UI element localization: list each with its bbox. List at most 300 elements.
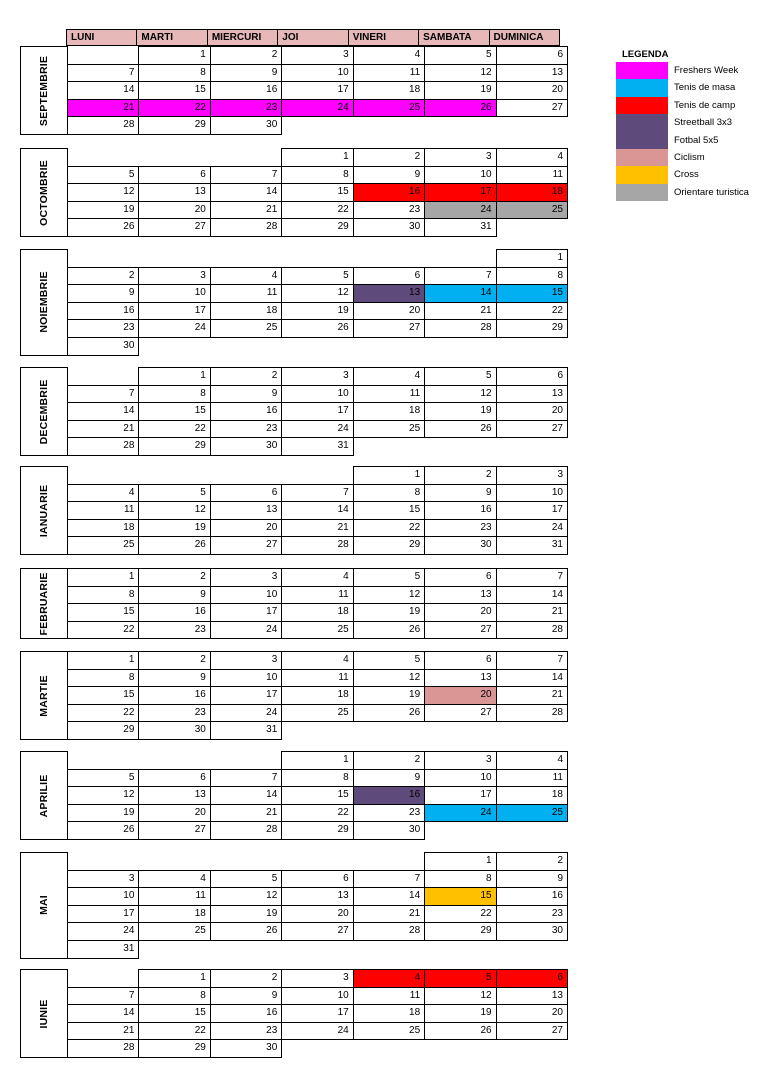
month-name: NOIEMBRIE <box>38 271 50 333</box>
day-cell: 30 <box>138 721 210 740</box>
day-cell: 2 <box>424 466 496 485</box>
day-cell: 24 <box>67 922 139 941</box>
day-cell: 26 <box>424 420 496 439</box>
month-label-box <box>20 148 68 237</box>
day-cell: 26 <box>281 319 353 338</box>
month-label-box <box>20 367 68 456</box>
day-cell: 15 <box>138 1004 210 1023</box>
day-cell: 11 <box>281 669 353 688</box>
day-cell: 24 <box>281 1022 353 1041</box>
day-cell: 8 <box>496 267 568 286</box>
month-label-box <box>20 651 68 740</box>
day-cell: 8 <box>281 166 353 185</box>
day-cell: 8 <box>138 987 210 1006</box>
day-cell: 23 <box>210 99 282 118</box>
day-cell: 25 <box>353 99 425 118</box>
day-cell: 12 <box>281 284 353 303</box>
day-cell: 8 <box>138 64 210 83</box>
day-cell: 28 <box>67 1039 139 1058</box>
day-cell: 16 <box>210 81 282 100</box>
day-cell: 10 <box>281 385 353 404</box>
day-cell: 15 <box>424 887 496 906</box>
day-cell: 2 <box>353 148 425 167</box>
day-cell: 29 <box>138 116 210 135</box>
weekday-wednesday: MIERCURI <box>207 29 278 46</box>
day-cell: 13 <box>496 385 568 404</box>
day-cell: 17 <box>496 501 568 520</box>
day-cell: 1 <box>67 651 139 670</box>
day-cell: 6 <box>496 969 568 988</box>
weekday-friday: VINERI <box>348 29 419 46</box>
day-cell: 18 <box>281 603 353 622</box>
day-cell: 6 <box>496 367 568 386</box>
day-cell: 4 <box>353 46 425 65</box>
day-cell: 8 <box>138 385 210 404</box>
day-cell: 6 <box>138 769 210 788</box>
day-cell: 27 <box>138 218 210 237</box>
day-cell: 1 <box>138 969 210 988</box>
day-cell: 5 <box>210 870 282 889</box>
day-cell: 9 <box>210 64 282 83</box>
day-cell: 29 <box>138 437 210 456</box>
day-cell: 29 <box>424 922 496 941</box>
legend-label: Cross <box>674 169 699 181</box>
day-cell: 13 <box>424 669 496 688</box>
day-cell: 24 <box>210 621 282 640</box>
day-cell: 13 <box>496 64 568 83</box>
day-cell: 3 <box>210 651 282 670</box>
legend-label: Tenis de camp <box>674 99 736 111</box>
day-cell: 19 <box>281 302 353 321</box>
legend-title: LEGENDA <box>622 49 669 60</box>
day-cell: 27 <box>424 704 496 723</box>
weekday-header <box>67 29 560 46</box>
day-cell: 12 <box>67 183 139 202</box>
legend-label: Streetball 3x3 <box>674 117 733 129</box>
day-cell: 29 <box>353 536 425 555</box>
day-cell: 7 <box>210 769 282 788</box>
day-cell: 9 <box>210 385 282 404</box>
day-cell: 8 <box>353 484 425 503</box>
day-cell: 26 <box>353 621 425 640</box>
legend-swatch <box>616 97 668 114</box>
day-cell: 18 <box>138 905 210 924</box>
day-cell: 19 <box>67 201 139 220</box>
month-name: DECEMBRIE <box>38 379 50 444</box>
day-cell: 18 <box>281 686 353 705</box>
day-cell: 9 <box>138 669 210 688</box>
day-cell: 17 <box>424 786 496 805</box>
day-cell: 2 <box>353 751 425 770</box>
day-cell: 3 <box>138 267 210 286</box>
day-cell: 25 <box>281 704 353 723</box>
day-cell: 6 <box>138 166 210 185</box>
day-cell: 15 <box>496 284 568 303</box>
day-cell: 11 <box>210 284 282 303</box>
legend-label: Ciclism <box>674 151 705 163</box>
day-cell: 20 <box>496 81 568 100</box>
day-cell: 12 <box>424 987 496 1006</box>
day-cell: 11 <box>281 586 353 605</box>
day-cell: 2 <box>138 651 210 670</box>
day-cell: 2 <box>210 969 282 988</box>
day-cell: 30 <box>496 922 568 941</box>
day-cell: 20 <box>210 519 282 538</box>
day-cell: 12 <box>138 501 210 520</box>
weekday-tuesday: MARTI <box>136 29 207 46</box>
day-cell: 4 <box>67 484 139 503</box>
day-cell: 26 <box>67 821 139 840</box>
day-cell: 4 <box>353 367 425 386</box>
day-cell: 10 <box>138 284 210 303</box>
day-cell: 30 <box>67 337 139 356</box>
day-cell: 7 <box>67 385 139 404</box>
day-cell: 31 <box>496 536 568 555</box>
day-cell: 30 <box>210 437 282 456</box>
day-cell: 14 <box>210 786 282 805</box>
day-cell: 16 <box>353 786 425 805</box>
day-cell: 2 <box>67 267 139 286</box>
day-cell: 4 <box>281 651 353 670</box>
day-cell: 5 <box>67 166 139 185</box>
day-cell: 3 <box>281 367 353 386</box>
day-cell: 16 <box>138 686 210 705</box>
day-cell: 9 <box>67 284 139 303</box>
day-cell: 12 <box>424 64 496 83</box>
day-cell: 7 <box>496 568 568 587</box>
day-cell: 8 <box>424 870 496 889</box>
month-name: MAI <box>38 895 50 916</box>
day-cell: 13 <box>424 586 496 605</box>
day-cell: 6 <box>281 870 353 889</box>
day-cell: 5 <box>424 46 496 65</box>
day-cell: 4 <box>210 267 282 286</box>
month-label-box <box>20 568 68 639</box>
day-cell: 16 <box>496 887 568 906</box>
day-cell: 13 <box>353 284 425 303</box>
day-cell: 20 <box>496 1004 568 1023</box>
day-cell: 8 <box>67 586 139 605</box>
day-cell: 18 <box>353 402 425 421</box>
day-cell: 16 <box>67 302 139 321</box>
day-cell: 30 <box>353 218 425 237</box>
day-cell: 14 <box>424 284 496 303</box>
day-cell: 13 <box>281 887 353 906</box>
day-cell: 27 <box>424 621 496 640</box>
month-label-box <box>20 46 68 135</box>
day-cell: 17 <box>210 686 282 705</box>
day-cell: 24 <box>496 519 568 538</box>
day-cell: 25 <box>496 201 568 220</box>
weekday-thursday: JOI <box>277 29 348 46</box>
day-cell: 31 <box>424 218 496 237</box>
day-cell: 14 <box>210 183 282 202</box>
day-cell: 16 <box>138 603 210 622</box>
day-cell: 30 <box>210 1039 282 1058</box>
day-cell: 16 <box>210 402 282 421</box>
day-cell: 13 <box>138 183 210 202</box>
day-cell: 10 <box>281 64 353 83</box>
day-cell: 13 <box>496 987 568 1006</box>
day-cell: 7 <box>424 267 496 286</box>
day-cell: 25 <box>496 804 568 823</box>
day-cell: 28 <box>210 218 282 237</box>
day-cell: 6 <box>353 267 425 286</box>
day-cell: 25 <box>353 420 425 439</box>
day-cell: 1 <box>496 249 568 268</box>
day-cell: 2 <box>496 852 568 871</box>
legend-swatch <box>616 79 668 96</box>
day-cell: 2 <box>138 568 210 587</box>
day-cell: 15 <box>67 686 139 705</box>
day-cell: 14 <box>281 501 353 520</box>
day-cell: 18 <box>67 519 139 538</box>
day-cell: 9 <box>210 987 282 1006</box>
day-cell: 31 <box>281 437 353 456</box>
day-cell: 3 <box>67 870 139 889</box>
day-cell: 30 <box>353 821 425 840</box>
day-cell: 22 <box>353 519 425 538</box>
day-cell: 3 <box>424 751 496 770</box>
day-cell: 1 <box>281 751 353 770</box>
day-cell: 25 <box>353 1022 425 1041</box>
day-cell: 24 <box>424 804 496 823</box>
day-cell: 13 <box>210 501 282 520</box>
day-cell: 25 <box>67 536 139 555</box>
day-cell: 6 <box>424 568 496 587</box>
day-cell: 7 <box>67 987 139 1006</box>
day-cell: 23 <box>138 621 210 640</box>
day-cell: 12 <box>353 586 425 605</box>
day-cell: 27 <box>496 99 568 118</box>
month-name: IUNIE <box>38 998 50 1029</box>
day-cell: 9 <box>353 166 425 185</box>
day-cell: 12 <box>353 669 425 688</box>
day-cell: 24 <box>210 704 282 723</box>
day-cell: 21 <box>67 99 139 118</box>
day-cell: 26 <box>67 218 139 237</box>
day-cell: 20 <box>424 603 496 622</box>
day-cell: 11 <box>67 501 139 520</box>
day-cell: 17 <box>281 81 353 100</box>
day-cell: 24 <box>281 99 353 118</box>
day-cell: 21 <box>210 201 282 220</box>
day-cell: 28 <box>496 621 568 640</box>
day-cell: 7 <box>496 651 568 670</box>
day-cell: 3 <box>281 969 353 988</box>
day-cell: 5 <box>353 651 425 670</box>
day-cell: 18 <box>496 183 568 202</box>
day-cell: 27 <box>496 1022 568 1041</box>
day-cell: 11 <box>496 166 568 185</box>
day-cell: 15 <box>138 81 210 100</box>
day-cell: 11 <box>353 64 425 83</box>
day-cell: 22 <box>67 704 139 723</box>
day-cell: 4 <box>496 148 568 167</box>
day-cell: 14 <box>496 669 568 688</box>
day-cell: 5 <box>67 769 139 788</box>
day-cell: 21 <box>67 1022 139 1041</box>
day-cell: 18 <box>353 81 425 100</box>
day-cell: 17 <box>281 402 353 421</box>
day-cell: 22 <box>138 420 210 439</box>
day-cell: 25 <box>210 319 282 338</box>
day-cell: 26 <box>210 922 282 941</box>
day-cell: 22 <box>138 1022 210 1041</box>
day-cell: 12 <box>424 385 496 404</box>
day-cell: 21 <box>496 686 568 705</box>
day-cell: 29 <box>281 821 353 840</box>
day-cell: 26 <box>353 704 425 723</box>
day-cell: 11 <box>353 987 425 1006</box>
day-cell: 4 <box>353 969 425 988</box>
day-cell: 29 <box>281 218 353 237</box>
day-cell: 19 <box>353 603 425 622</box>
day-cell: 28 <box>67 116 139 135</box>
day-cell: 20 <box>353 302 425 321</box>
day-cell: 28 <box>496 704 568 723</box>
day-cell: 6 <box>424 651 496 670</box>
day-cell: 24 <box>424 201 496 220</box>
day-cell: 8 <box>281 769 353 788</box>
month-label-box <box>20 751 68 840</box>
day-cell: 16 <box>210 1004 282 1023</box>
month-label-box <box>20 466 68 555</box>
legend-swatch <box>616 184 668 201</box>
day-cell: 17 <box>281 1004 353 1023</box>
day-cell: 15 <box>67 603 139 622</box>
day-cell: 21 <box>424 302 496 321</box>
day-cell: 27 <box>353 319 425 338</box>
day-cell: 30 <box>424 536 496 555</box>
month-name: IANUARIE <box>38 484 50 537</box>
day-cell: 1 <box>353 466 425 485</box>
day-cell: 23 <box>210 1022 282 1041</box>
legend-swatch <box>616 62 668 79</box>
day-cell: 24 <box>138 319 210 338</box>
day-cell: 29 <box>67 721 139 740</box>
day-cell: 11 <box>353 385 425 404</box>
day-cell: 2 <box>210 46 282 65</box>
day-cell: 9 <box>138 586 210 605</box>
day-cell: 1 <box>424 852 496 871</box>
day-cell: 22 <box>67 621 139 640</box>
day-cell: 18 <box>353 1004 425 1023</box>
day-cell: 21 <box>353 905 425 924</box>
day-cell: 20 <box>138 804 210 823</box>
day-cell: 23 <box>353 804 425 823</box>
day-cell: 5 <box>424 367 496 386</box>
month-label-box <box>20 969 68 1058</box>
day-cell: 20 <box>281 905 353 924</box>
day-cell: 25 <box>138 922 210 941</box>
day-cell: 17 <box>67 905 139 924</box>
month-label-box <box>20 249 68 356</box>
day-cell: 7 <box>281 484 353 503</box>
day-cell: 10 <box>496 484 568 503</box>
day-cell: 27 <box>496 420 568 439</box>
day-cell: 15 <box>281 786 353 805</box>
month-label-box <box>20 852 68 959</box>
day-cell: 30 <box>210 116 282 135</box>
day-cell: 10 <box>67 887 139 906</box>
month-name: APRILIE <box>38 774 50 817</box>
day-cell: 8 <box>67 669 139 688</box>
legend-swatch <box>616 149 668 166</box>
day-cell: 17 <box>138 302 210 321</box>
day-cell: 7 <box>353 870 425 889</box>
month-name: OCTOMBRIE <box>38 159 50 226</box>
day-cell: 17 <box>210 603 282 622</box>
legend-label: Tenis de masa <box>674 82 736 94</box>
day-cell: 18 <box>496 786 568 805</box>
month-name: MARTIE <box>38 674 50 717</box>
day-cell: 4 <box>281 568 353 587</box>
day-cell: 27 <box>281 922 353 941</box>
day-cell: 19 <box>424 1004 496 1023</box>
day-cell: 22 <box>138 99 210 118</box>
day-cell: 5 <box>138 484 210 503</box>
weekday-saturday: SAMBATA <box>418 29 489 46</box>
legend-label: Freshers Week <box>674 65 739 76</box>
day-cell: 23 <box>496 905 568 924</box>
day-cell: 28 <box>210 821 282 840</box>
legend-swatch <box>616 166 668 183</box>
day-cell: 1 <box>67 568 139 587</box>
day-cell: 19 <box>67 804 139 823</box>
day-cell: 21 <box>281 519 353 538</box>
day-cell: 14 <box>67 1004 139 1023</box>
legend-label: Fotbal 5x5 <box>674 134 719 146</box>
day-cell: 25 <box>281 621 353 640</box>
month-name: FEBRUARIE <box>38 572 50 636</box>
day-cell: 6 <box>210 484 282 503</box>
day-cell: 3 <box>496 466 568 485</box>
day-cell: 3 <box>281 46 353 65</box>
day-cell: 15 <box>138 402 210 421</box>
day-cell: 16 <box>353 183 425 202</box>
day-cell: 23 <box>210 420 282 439</box>
day-cell: 1 <box>281 148 353 167</box>
day-cell: 26 <box>424 99 496 118</box>
day-cell: 5 <box>281 267 353 286</box>
day-cell: 10 <box>281 987 353 1006</box>
day-cell: 14 <box>67 402 139 421</box>
day-cell: 31 <box>67 940 139 959</box>
weekday-sunday: DUMINICA <box>489 29 560 46</box>
day-cell: 9 <box>353 769 425 788</box>
day-cell: 19 <box>138 519 210 538</box>
day-cell: 3 <box>424 148 496 167</box>
day-cell: 10 <box>424 166 496 185</box>
day-cell: 10 <box>210 586 282 605</box>
day-cell: 21 <box>67 420 139 439</box>
day-cell: 20 <box>424 686 496 705</box>
day-cell: 7 <box>67 64 139 83</box>
day-cell: 14 <box>67 81 139 100</box>
day-cell: 9 <box>424 484 496 503</box>
day-cell: 22 <box>281 804 353 823</box>
day-cell: 9 <box>496 870 568 889</box>
day-cell: 12 <box>67 786 139 805</box>
day-cell: 24 <box>281 420 353 439</box>
day-cell: 1 <box>138 367 210 386</box>
day-cell: 11 <box>496 769 568 788</box>
day-cell: 14 <box>496 586 568 605</box>
day-cell: 10 <box>210 669 282 688</box>
day-cell: 29 <box>138 1039 210 1058</box>
legend-label: Orientare turistica <box>674 186 749 198</box>
